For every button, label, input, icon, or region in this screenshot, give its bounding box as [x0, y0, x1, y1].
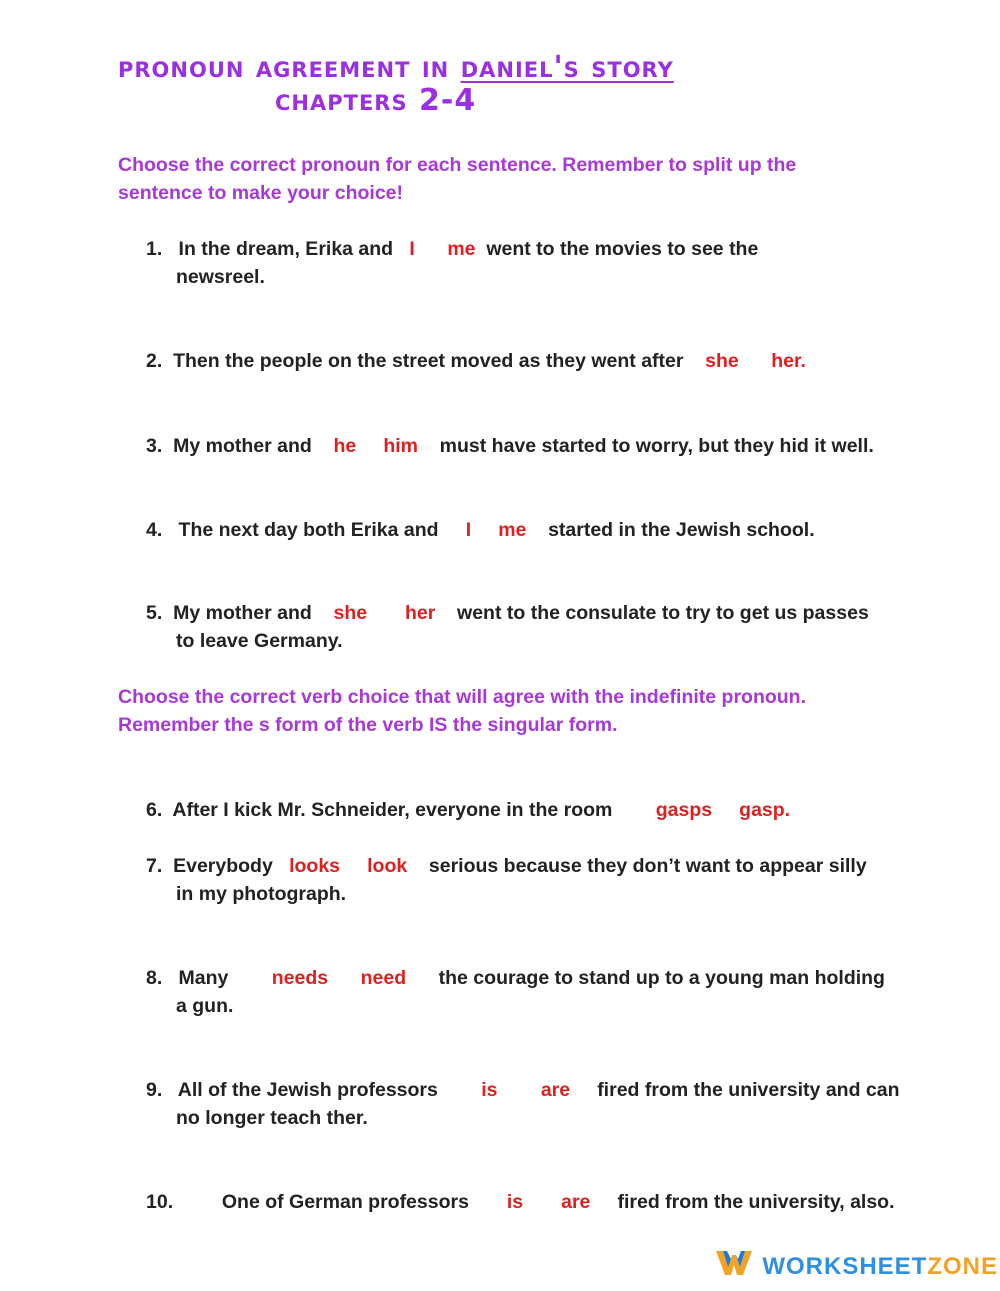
- instructions-part1: [118, 151, 898, 207]
- choice-option[interactable]: he: [333, 435, 357, 457]
- question-text: Many: [178, 967, 229, 989]
- question-text: started in the Jewish school.: [548, 519, 815, 541]
- question-number: 7.: [146, 855, 163, 877]
- question-text: serious because they don’t want to appear silly: [428, 855, 867, 877]
- question-number: 3.: [146, 435, 163, 457]
- question-text: Then the people on the street moved as they went after: [173, 350, 684, 372]
- question-text: fired from the university, also.: [617, 1191, 895, 1213]
- question-6: [146, 796, 936, 824]
- choice-option[interactable]: gasps: [655, 799, 713, 821]
- question-number: 1.: [146, 238, 163, 260]
- instruction-line: Choose the correct pronoun for each sentence. Remember to split up the: [118, 154, 797, 176]
- worksheet-subtitle: chapters 2-4: [275, 83, 477, 118]
- worksheetzone-logo: [714, 1249, 998, 1285]
- question-text: One of German professors: [221, 1191, 469, 1213]
- question-text-continued: no longer teach ther.: [176, 1107, 368, 1129]
- question-9: [146, 1076, 936, 1132]
- question-text: After I kick Mr. Schneider, everyone in the room: [172, 799, 613, 821]
- question-text-continued: to leave Germany.: [176, 630, 343, 652]
- choice-option[interactable]: look: [367, 855, 408, 877]
- question-text: In the dream, Erika and: [178, 238, 394, 260]
- question-text: must have started to worry, but they hid it well.: [439, 435, 874, 457]
- question-text-continued: newsreel.: [176, 266, 265, 288]
- question-number: 2.: [146, 350, 163, 372]
- question-text: went to the movies to see the: [486, 238, 759, 260]
- question-text: the courage to stand up to a young man holding: [438, 967, 885, 989]
- worksheet-title: [118, 50, 674, 85]
- question-text: The next day both Erika and: [178, 519, 439, 541]
- instruction-line: Choose the correct verb choice that will agree with the indefinite pronoun.: [118, 686, 807, 708]
- question-text-continued: a gun.: [176, 995, 234, 1017]
- choice-option[interactable]: needs: [271, 967, 329, 989]
- question-5: [146, 599, 936, 655]
- question-10: [146, 1188, 936, 1216]
- choice-option[interactable]: her.: [771, 350, 806, 372]
- question-8: [146, 964, 936, 1020]
- choice-option[interactable]: looks: [289, 855, 341, 877]
- question-number: 10.: [146, 1191, 174, 1213]
- logo-text-worksheet: WORKSHEET: [762, 1253, 928, 1280]
- question-3: [146, 432, 936, 460]
- question-text: Everybody: [173, 855, 273, 877]
- choice-option[interactable]: she: [705, 350, 739, 372]
- question-number: 5.: [146, 602, 163, 624]
- question-text: All of the Jewish professors: [177, 1079, 438, 1101]
- choice-option[interactable]: me: [498, 519, 527, 541]
- question-number: 6.: [146, 799, 163, 821]
- instructions-part2: [118, 683, 898, 739]
- question-2: [146, 347, 936, 375]
- question-text: My mother and: [173, 435, 312, 457]
- choice-option[interactable]: are: [561, 1191, 591, 1213]
- choice-option[interactable]: me: [447, 238, 476, 260]
- w-logo-icon: [714, 1249, 754, 1285]
- choice-option[interactable]: she: [333, 602, 368, 624]
- choice-option[interactable]: is: [506, 1191, 524, 1213]
- choice-option[interactable]: are: [540, 1079, 571, 1101]
- question-text: fired from the university and can: [597, 1079, 900, 1101]
- choice-option[interactable]: gasp.: [739, 799, 791, 821]
- book-title: daniel's story: [460, 50, 674, 85]
- logo-text-zone: ZONE: [927, 1253, 998, 1280]
- instruction-line: sentence to make your choice!: [118, 182, 404, 204]
- question-text: went to the consulate to try to get us passes: [457, 602, 869, 624]
- question-number: 9.: [146, 1079, 163, 1101]
- choice-option[interactable]: her: [405, 602, 436, 624]
- question-text: My mother and: [173, 602, 312, 624]
- question-number: 8.: [146, 967, 163, 989]
- question-4: [146, 516, 936, 544]
- choice-option[interactable]: I: [465, 519, 472, 541]
- instruction-line: Remember the s form of the verb IS the singular form.: [118, 714, 618, 736]
- choice-option[interactable]: need: [360, 967, 407, 989]
- choice-option[interactable]: I: [409, 238, 415, 260]
- choice-option[interactable]: is: [481, 1079, 498, 1101]
- question-7: [146, 852, 936, 908]
- question-1: [146, 235, 936, 291]
- title-prefix: pronoun agreement in: [118, 50, 461, 85]
- question-number: 4.: [146, 519, 163, 541]
- question-text-continued: in my photograph.: [176, 883, 347, 905]
- choice-option[interactable]: him: [383, 435, 418, 457]
